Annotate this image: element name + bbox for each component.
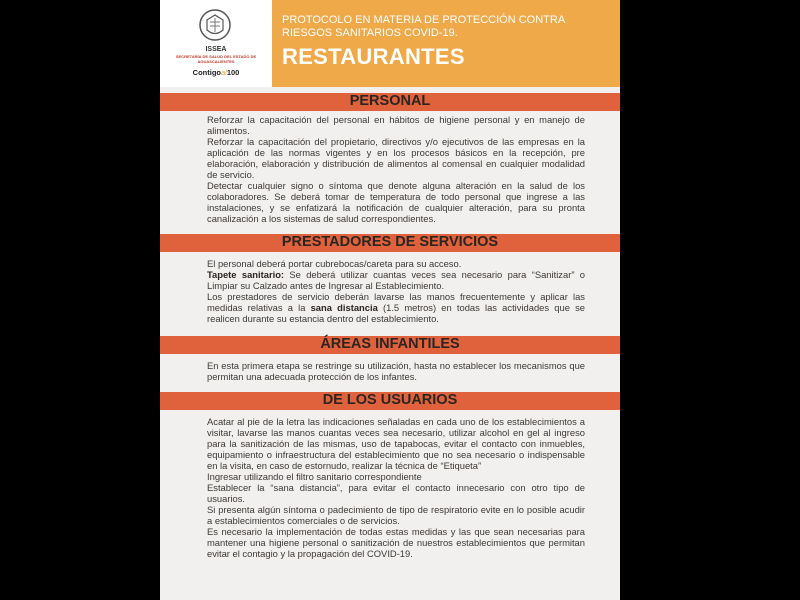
section-body-areas-infantiles [207,360,585,382]
issea-logo [160,0,272,87]
protocol-subtitle: PROTOCOLO EN MATERIA DE PROTECCIÓN CONTRA RIESGOS SANITARIOS COVID-19. [282,14,565,39]
document-page [160,0,620,600]
paragraph-text: (1.5 metros) en todas las actividades que se realicen durante su estancia dentro del establecimiento. [207,302,585,324]
paragraph [207,269,585,291]
page-title: RESTAURANTES [282,44,465,69]
bold-term: Tapete sanitario: [207,269,285,280]
paragraph: Reforzar la capacitación del personal en hábitos de higiene personal y en manejo de alimentos. [207,114,585,136]
section-body-personal [207,114,585,224]
paragraph: En esta primera etapa se restringe su utilización, hasta no establecer los mecanismos que permitan una adecuada protección de los infantes. [207,360,585,382]
logo-subtitle: SECRETARÍA DE SALUD DEL ESTADO DE AGUASCALIENTES [175,54,257,64]
logo-slogan [160,68,272,77]
section-title-areas-infantiles: ÁREAS INFANTILES [320,336,460,352]
paragraph-text: Se deberá utilizar cuantas veces sea necesario para “Sanitizar” o Limpiar su Calzado antes de Ingresar al Establecimiento. [207,269,585,291]
paragraph: Reforzar la capacitación del propietario, directivos y/o ejecutivos de las empresas en la aplicación de las normas vigentes y en los procesos básicos en la recepción, pre elaboración, elaboración y distribución de alimentos al comensal en cualquier modalidad de servicio. [207,136,585,180]
logo-name: ISSEA [205,46,227,53]
paragraph: Ingresar utilizando el filtro sanitario correspondiente [207,471,422,482]
paragraph: Detectar cualquier signo o síntoma que denote alguna alteración en la salud de los colaboradores. Se deberá tomar de temperatura de todo personal que ingrese a las instalaciones, y se enfatizará la notificación de cualquier alteración, para su pronta canalización a los sistemas de salud correspondientes. [207,180,585,224]
paragraph: Es necesario la implementación de todas estas medidas y las que sean necesarias para mantener una higiene personal o sanitización de nuestros establecimientos que permitan evitar el contagio y la propagación del COVID-19. [207,526,585,559]
title-banner [272,0,620,87]
bold-term: sana distancia [310,302,378,313]
paragraph: Acatar al pie de la letra las indicaciones señaladas en cada uno de los establecimientos a visitar, lavarse las manos cuantas veces sea necesario, utilizar alcohol en gel al ingreso para la sanitización de las mismas, uso de tapabocas, evitar el contacto con inmuebles, equipamiento o infraestructura del establecimiento que no sea necesario o indispensable en la visita, en caso de estornudo, realizar la técnica de “Etiqueta” [207,416,585,471]
section-title-usuarios: DE LOS USUARIOS [322,392,458,408]
section-title-prestadores: PRESTADORES DE SERVICIOS [281,234,499,250]
paragraph: Establecer la “sana distancia”, para evitar el contacto innecesario con otro tipo de usuarios. [207,482,585,504]
section-title-personal: PERSONAL [349,93,431,109]
paragraph: El personal deberá portar cubrebocas/careta para su acceso. [207,258,462,269]
section-body-prestadores [207,258,585,324]
slogan-number: 100 [226,68,240,77]
paragraph: Si presenta algún síntoma o padecimiento de tipo de respiratorio evite en lo posible acudir a establecimientos comerciales o de servicios. [207,504,585,526]
header [160,0,620,87]
paragraph-text: Los prestadores de servicio deberán lavarse las manos frecuentemente y aplicar las medidas relativas a la [207,291,585,313]
section-body-usuarios [207,416,585,559]
state-seal-icon [198,8,232,42]
paragraph [207,291,585,324]
slogan-al: al [220,68,227,77]
slogan-main: Contigo [192,68,221,77]
